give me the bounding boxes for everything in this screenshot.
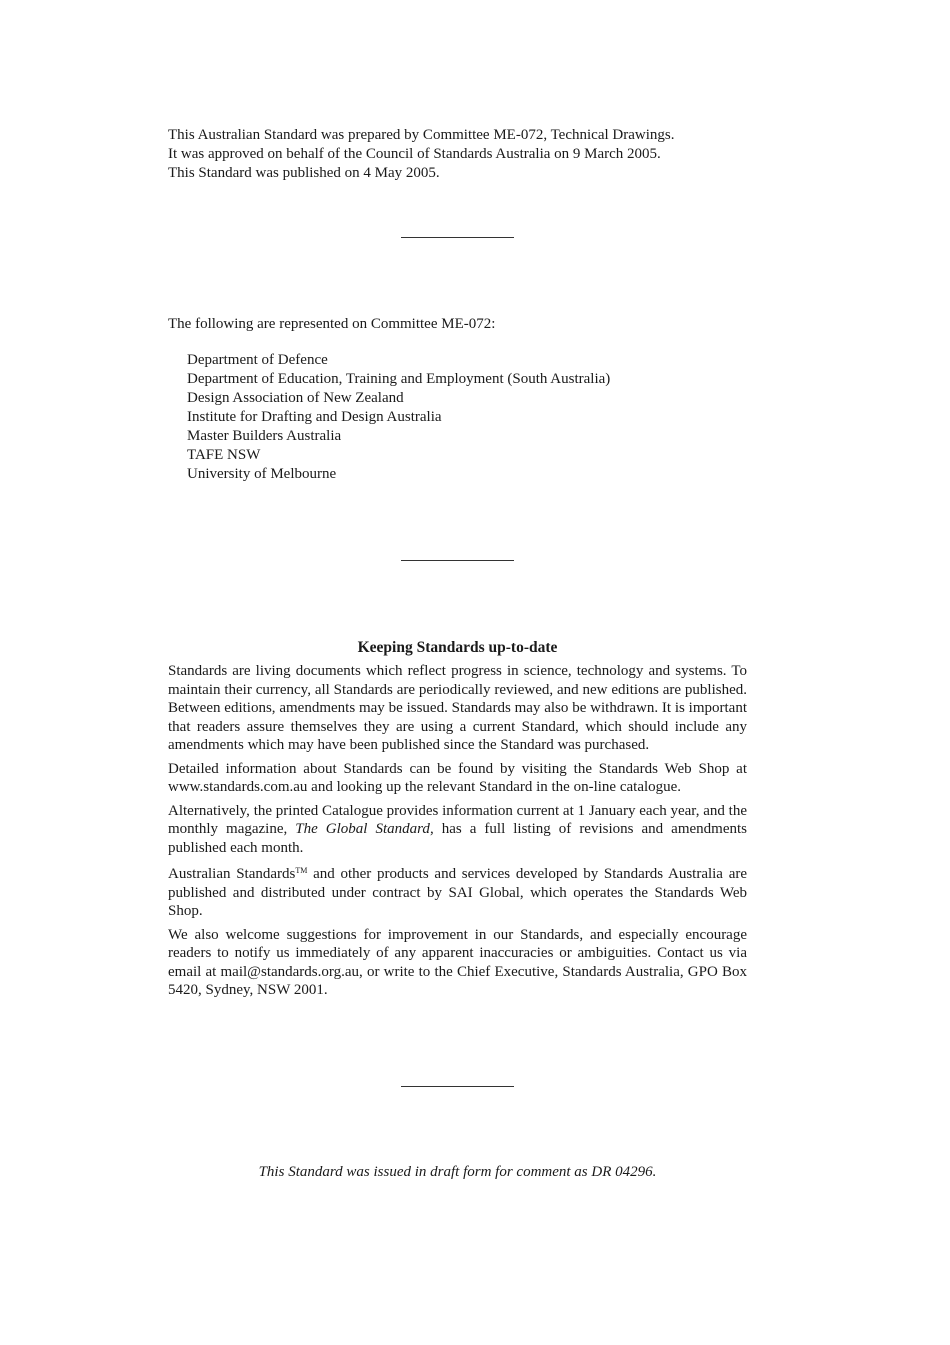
committee-member: TAFE NSW (187, 447, 261, 463)
paragraph-contact: We also welcome suggestions for improvement in our Standards, and especially encourage readers to notify us immediately of any apparent inaccuracies or ambiguities. Contact us via email at mail@standards.org.au, or write to the Chief Executive, Standards Australia, GPO Box 5420, Sydney, NSW 2001. (168, 926, 747, 998)
committee-member-list (187, 351, 610, 484)
magazine-title: The Global Standard (295, 821, 430, 837)
draft-note: This Standard was issued in draft form for comment as DR 04296. (258, 1164, 657, 1180)
committee-member: Master Builders Australia (187, 428, 342, 444)
committee-member: Design Association of New Zealand (187, 390, 404, 406)
catalogue-text-end: , has a full listing of revisions and amendments published each month. (168, 821, 747, 856)
catalogue-text-start: Alternatively, the printed Catalogue provides information current at 1 January each year, and the monthly magazine, (168, 802, 747, 837)
paragraph-living-documents: Standards are living documents which reflect progress in science, technology and systems. To maintain their currency, all Standards are periodically reviewed, and new editions are published. Between editions, amendments may be issued. Standards may also be withdrawn. It is important that readers assure themselves they are using a current Standard, which should include any amendments which may have been published since the Standard was purchased. (168, 663, 747, 753)
section-heading: Keeping Standards up-to-date (357, 639, 558, 656)
divider-rule-1 (401, 237, 514, 238)
approval-statement (168, 126, 747, 183)
committee-member: Institute for Drafting and Design Australia (187, 409, 442, 425)
paragraph-web-shop: Detailed information about Standards can be found by visiting the Standards Web Shop at www.standards.com.au and looking up the relevant Standard in the on-line catalogue. (168, 760, 747, 795)
keeping-up-to-date-section (168, 662, 747, 1005)
approval-line-published: This Standard was published on 4 May 2005. (168, 165, 440, 181)
trademark-symbol: TM (295, 866, 308, 875)
committee-member: Department of Defence (187, 352, 328, 368)
committee-intro: The following are represented on Committee ME-072: (168, 316, 496, 332)
paragraph-sai-global (168, 862, 747, 921)
paragraph-catalogue (168, 802, 747, 858)
divider-rule-3 (401, 1086, 514, 1087)
divider-rule-2 (401, 560, 514, 561)
trademark-name: Australian Standards (168, 866, 296, 882)
committee-member: University of Melbourne (187, 466, 337, 482)
approval-line-approved: It was approved on behalf of the Council of Standards Australia on 9 March 2005. (168, 146, 661, 162)
approval-line-committee: This Australian Standard was prepared by Committee ME-072, Technical Drawings. (168, 127, 675, 143)
sai-global-text: and other products and services developed by Standards Australia are published and distributed under contract by SAI Global, which operates the Standards Web Shop. (168, 866, 748, 919)
committee-member: Department of Education, Training and Employment (South Australia) (187, 371, 611, 387)
